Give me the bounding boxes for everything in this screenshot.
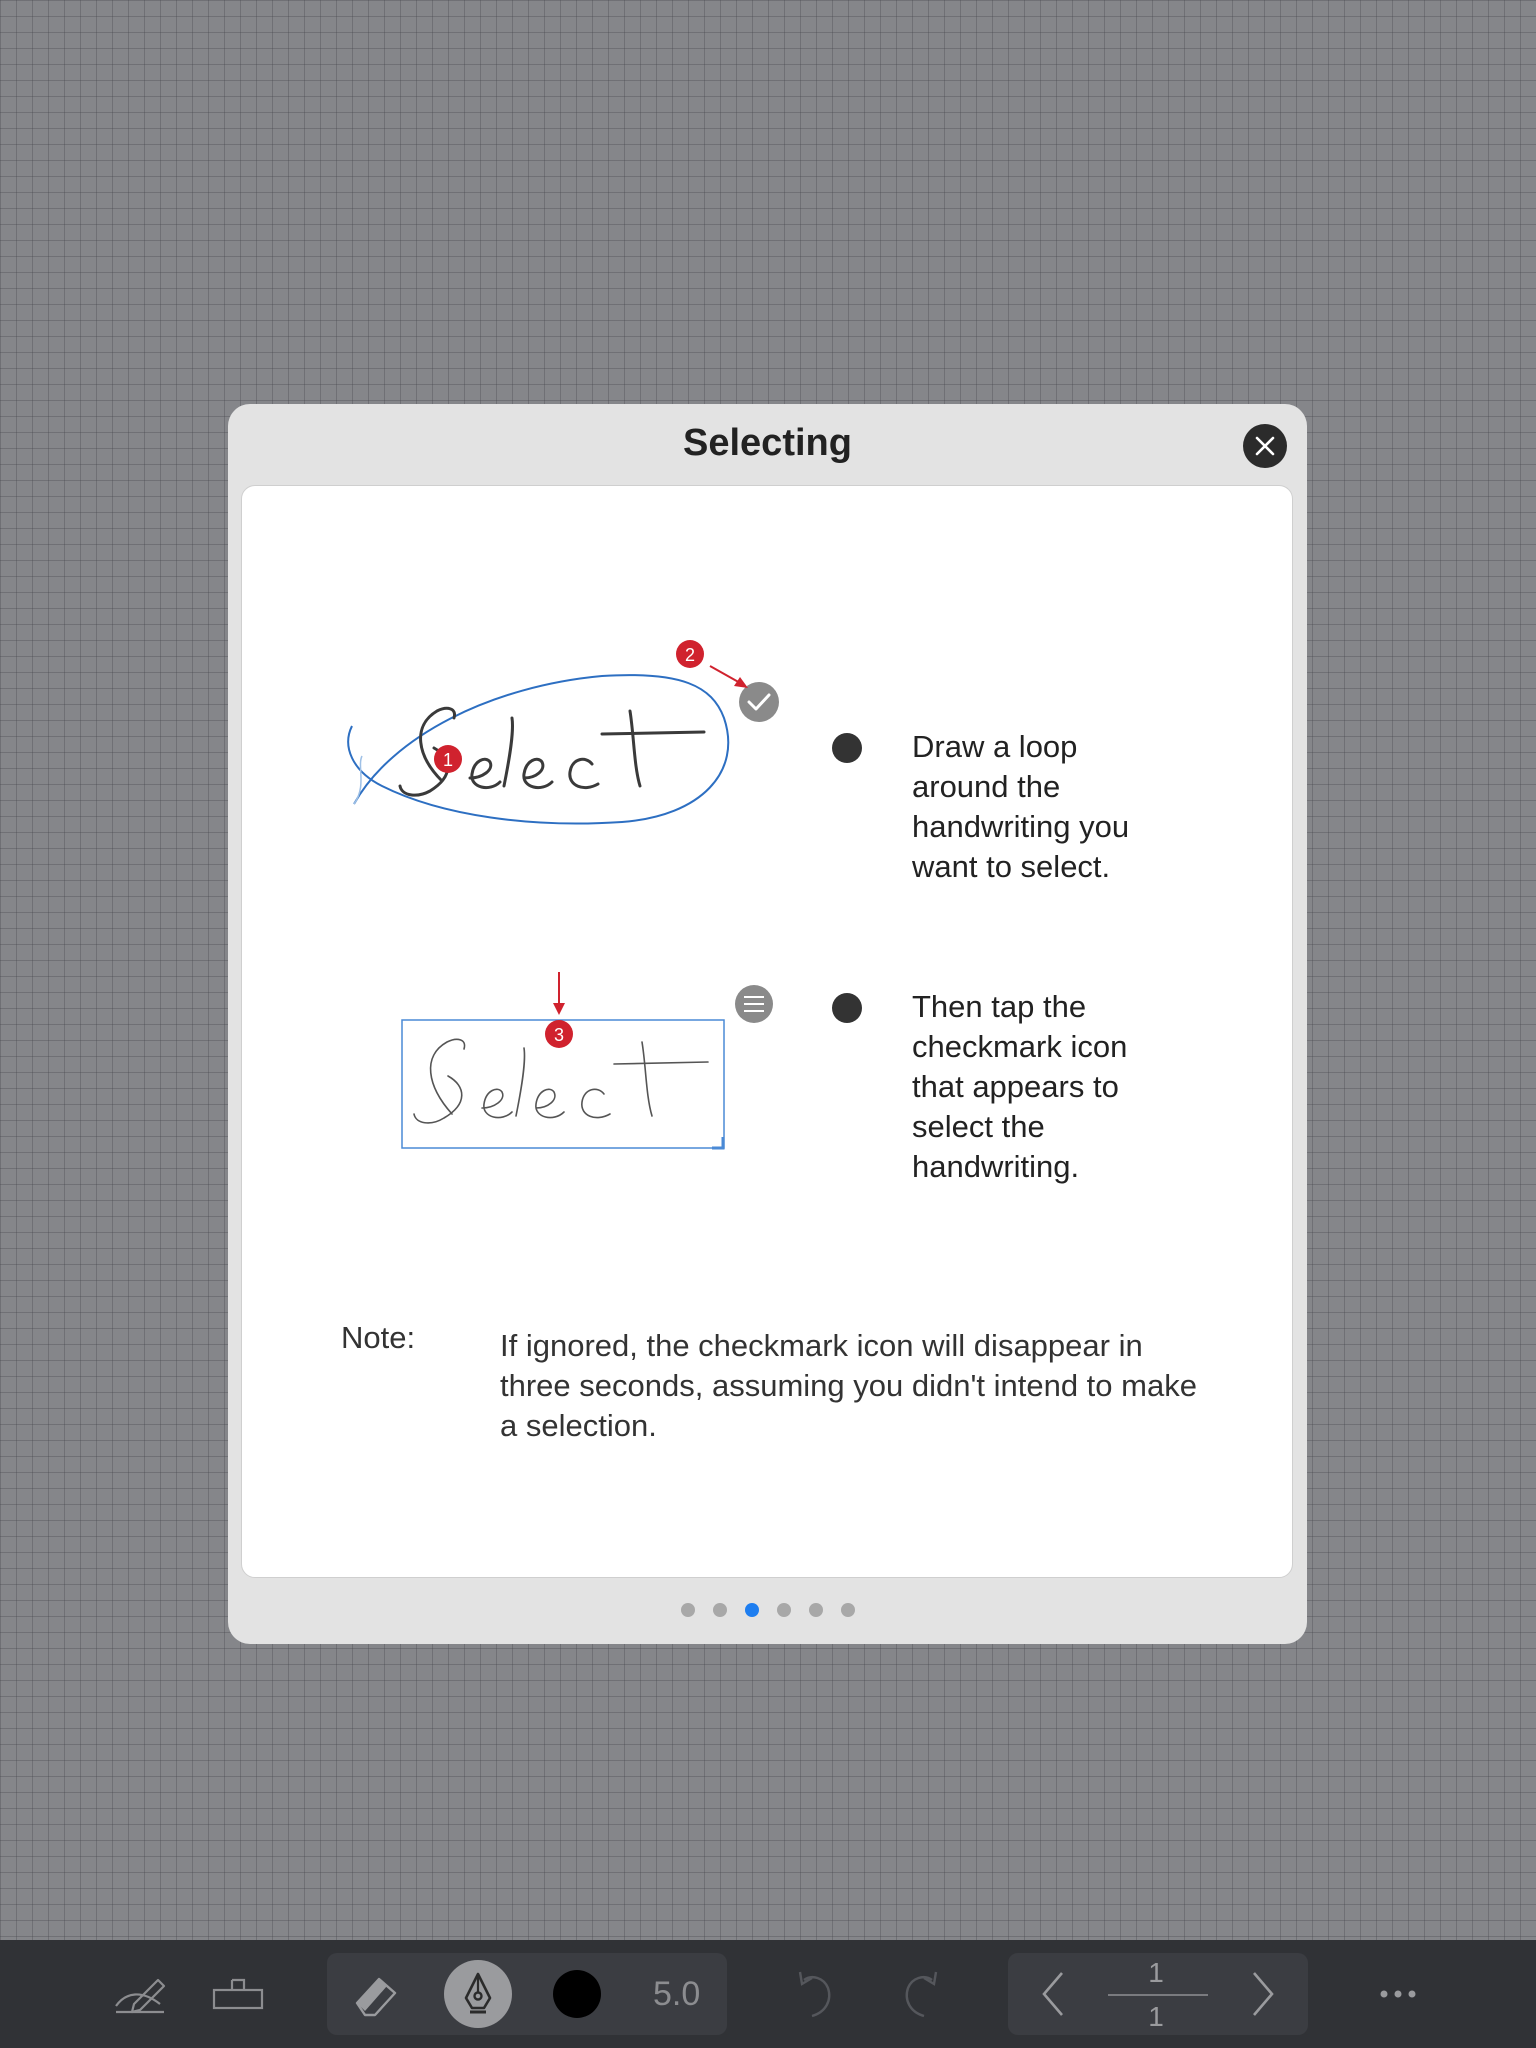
total-pages: 1: [1148, 2001, 1164, 2032]
page-divider: [1108, 1994, 1208, 1996]
handwriting-select-2: [414, 1039, 708, 1123]
pen-hide-icon: [112, 1970, 168, 2020]
checkmark-icon: [739, 682, 779, 722]
next-page-button[interactable]: [1244, 1969, 1280, 2019]
pen-tool-button[interactable]: [444, 1960, 512, 2028]
step-marker-1: [434, 745, 462, 773]
menu-icon: [735, 985, 773, 1023]
eraser-icon: [349, 1969, 401, 2019]
redo-button[interactable]: [894, 1968, 946, 2022]
pen-size-value[interactable]: 5.0: [653, 1975, 701, 2013]
more-icon: [1376, 1976, 1420, 2012]
selecting-tutorial-dialog: [228, 404, 1307, 1644]
current-page: 1: [1148, 1957, 1164, 1988]
bullet-point: [832, 733, 862, 763]
eraser-button[interactable]: [349, 1969, 401, 2019]
bullet-point: [832, 993, 862, 1023]
dialog-title: Selecting: [683, 422, 852, 464]
instruction-1-text: Draw a loop around the handwriting you want to select.: [912, 729, 1130, 884]
page-navigation-group: [1008, 1953, 1308, 2035]
page-dot-1[interactable]: [681, 1603, 695, 1617]
previous-page-button[interactable]: [1036, 1969, 1072, 2019]
step-marker-3: [545, 1020, 573, 1048]
tutorial-card: [241, 485, 1293, 1578]
ruler-button[interactable]: [212, 1970, 264, 2020]
chevron-right-icon: [1244, 1969, 1280, 2019]
page-dot-6[interactable]: [841, 1603, 855, 1617]
close-button[interactable]: [1243, 424, 1287, 468]
step-marker-2: [676, 640, 704, 668]
pen-tools-group: [327, 1953, 727, 2035]
lasso-loop: [348, 675, 728, 823]
note-text: If ignored, the checkmark icon will disappear in three seconds, assuming you didn't intend to make a selection.: [500, 1328, 1197, 1443]
ruler-icon: [212, 1970, 264, 2020]
page-indicator: [228, 1603, 1307, 1617]
hide-handwriting-button[interactable]: [112, 1970, 168, 2020]
more-button[interactable]: [1376, 1976, 1420, 2012]
bottom-toolbar: [0, 1940, 1536, 2048]
fountain-pen-icon: [460, 1970, 496, 2018]
close-icon: [1254, 435, 1276, 457]
page-dot-4[interactable]: [777, 1603, 791, 1617]
svg-text:1: 1: [442, 750, 454, 770]
instruction-2-text: Then tap the checkmark icon that appears to select the handwriting.: [912, 989, 1128, 1184]
svg-text:2: 2: [684, 645, 696, 665]
undo-icon: [790, 1968, 842, 2022]
chevron-left-icon: [1036, 1969, 1072, 2019]
page-dot-2[interactable]: [713, 1603, 727, 1617]
svg-text:3: 3: [553, 1025, 565, 1045]
undo-button[interactable]: [790, 1968, 842, 2022]
pen-color-swatch[interactable]: [553, 1970, 601, 2018]
note-label: Note:: [341, 1320, 416, 1355]
page-dot-5[interactable]: [809, 1603, 823, 1617]
page-dot-3[interactable]: [745, 1603, 759, 1617]
redo-icon: [894, 1968, 946, 2022]
